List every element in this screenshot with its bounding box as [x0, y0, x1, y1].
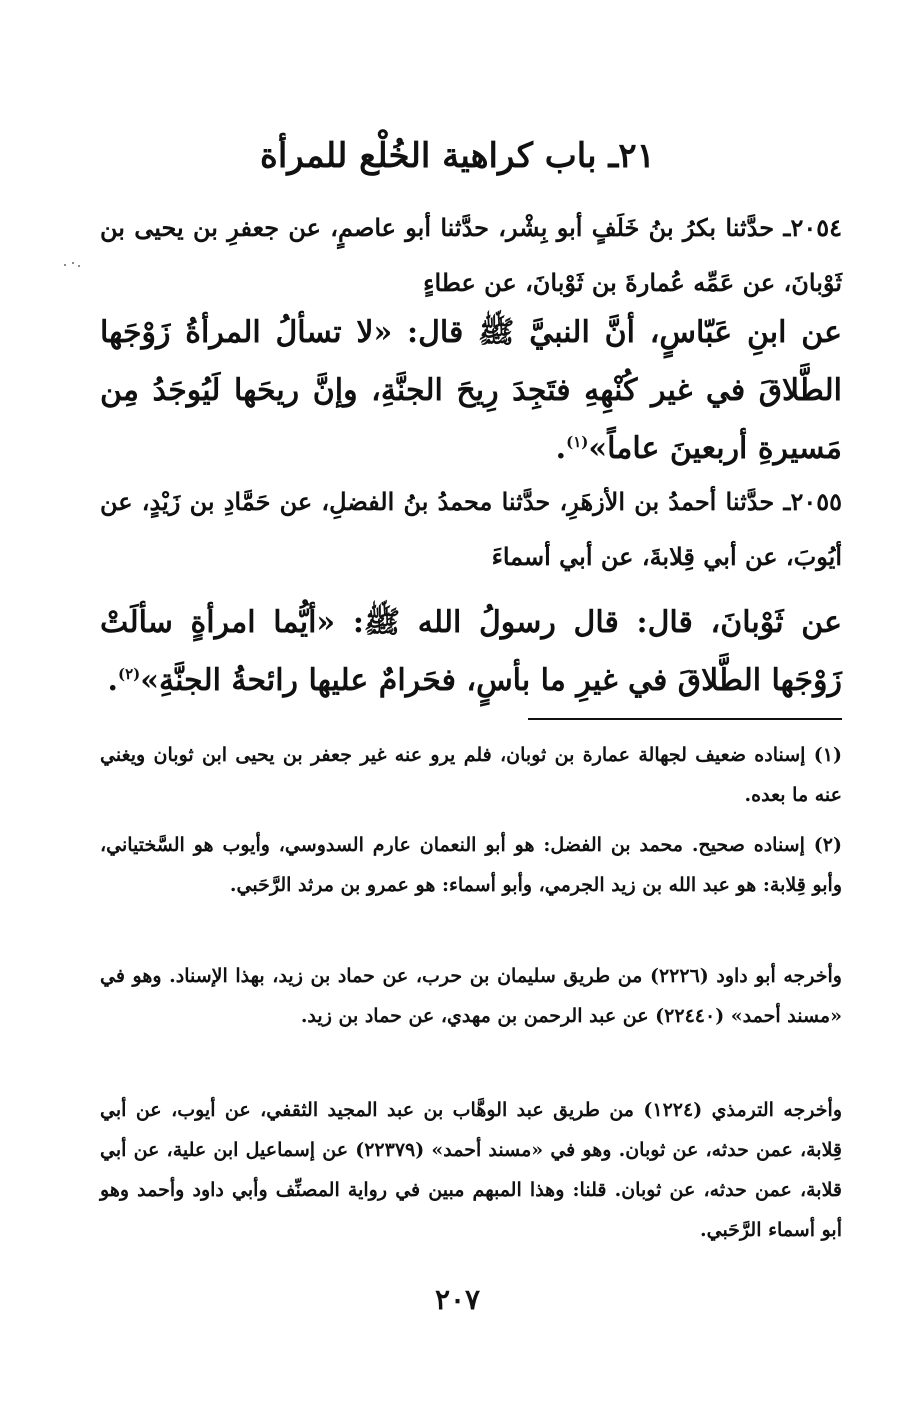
- footnote-1: (١) إسناده ضعيف لجهالة عمارة بن ثوبان، فلم يرو عنه غير جعفر بن يحيى ابن ثوبان ويغني عنه ما بعده.: [100, 744, 842, 806]
- hadith-2055-end: .: [107, 663, 118, 698]
- hadith-2055-matn-text: عن ثَوْبانَ، قال: قال رسولُ الله ﷺ: «أيُّما امرأةٍ سألَتْ زَوْجَها الطَّلاقَ في غيرِ ما بأسٍ، فحَرامٌ عليها رائحةُ الجنَّةِ»: [100, 605, 842, 698]
- hadith-2054-matn: [100, 304, 842, 478]
- footnote-divider: [528, 718, 842, 720]
- footnote-2-continuation-a: وأخرجه أبو داود (٢٢٢٦) من طريق سليمان بن حرب، عن حماد بن زيد، بهذا الإسناد. وهو في «مسند أحمد» (٢٢٤٤٠) عن عبد الرحمن بن مهدي، عن حماد بن زيد.: [100, 965, 842, 1027]
- page-number: ٢٠٧: [434, 1283, 481, 1316]
- hadith-2054-isnad: ٢٠٥٤ـ حدَّثنا بكرُ بنُ خَلَفٍ أبو بِشْر، حدَّثنا أبو عاصمٍ، عن جعفرِ بن يحيى بن ثَوْبانَ، عن عَمِّه عُمارةَ بن ثَوْبانَ، عن عطاءٍ: [100, 213, 842, 297]
- hadith-2054-end: .: [555, 431, 567, 466]
- scan-speck: [62, 262, 84, 268]
- hadith-2054-matn-text: عن ابنِ عَبّاسٍ، أنَّ النبيَّ ﷺ قال: «لا تسألُ المرأةُ زَوْجَها الطَّلاقَ في غير كُنْهِهِ فتَجِدَ رِيحَ الجنَّةِ، وإنَّ ريحَها لَيُوجَدُ مِن مَسيرةِ أربعينَ عاماً»: [100, 315, 842, 466]
- footnote-ref-2[interactable]: (٢): [117, 665, 141, 683]
- hadith-2055-isnad: ٢٠٥٥ـ حدَّثنا أحمدُ بن الأزهَرِ، حدَّثنا محمدُ بنُ الفضلِ، عن حَمَّادِ بن زَيْدٍ، عن أيُوبَ، عن أبي قِلابةَ، عن أبي أسماءَ: [100, 487, 842, 571]
- chapter-title: ٢١ـ باب كراهية الخُلْع للمرأة: [260, 136, 655, 176]
- footnote-ref-1[interactable]: (١): [566, 433, 589, 451]
- footnote-2-continuation-b: وأخرجه الترمذي (١٢٢٤) من طريق عبد الوهَّاب بن عبد المجيد الثقفي، عن أيوب، عن أبي قِلابة، عمن حدثه، عن ثوبان. وهو في «مسند أحمد» (٢٢٣٧٩) عن إسماعيل ابن علية، عن أبي قلابة، عمن حدثه، عن ثوبان. قلنا: وهذا المبهم مبين في رواية المصنِّف وأبي داود وأحمد وهو أبو أسماء الرَّحَبي.: [100, 1099, 842, 1241]
- hadith-2055-matn: [100, 594, 842, 710]
- footnote-2: (٢) إسناده صحيح. محمد بن الفضل: هو أبو النعمان عارم السدوسي، وأيوب هو السَّختياني، وأبو قِلابة: هو عبد الله بن زيد الجرمي، وأبو أسماء: هو عمرو بن مرثد الرَّحَبي.: [100, 834, 842, 896]
